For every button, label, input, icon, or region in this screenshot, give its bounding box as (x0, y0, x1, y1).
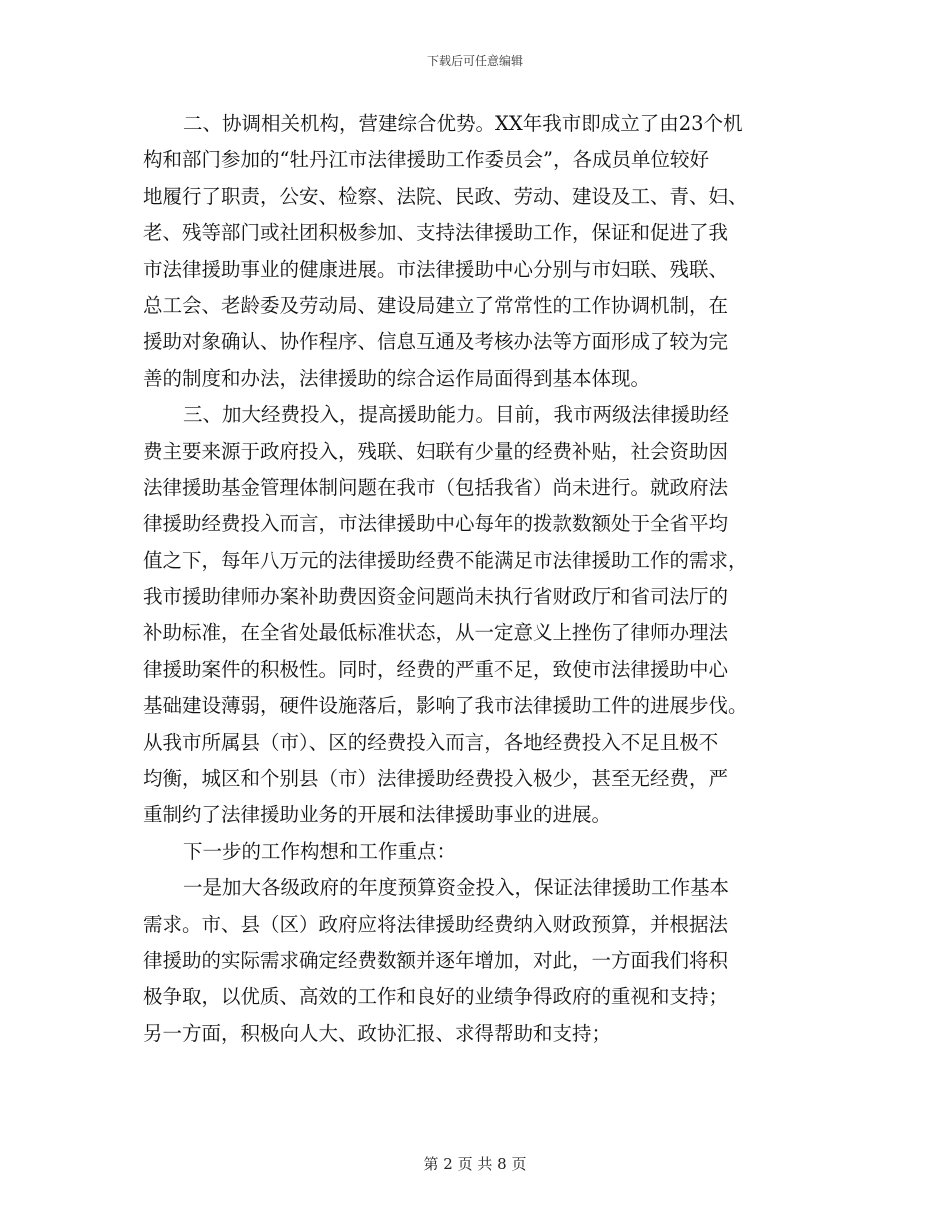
paragraph-line: 总工会、老龄委及劳动局、建设局建立了常常性的工作协调机制，在 (143, 293, 729, 317)
paragraph-line: 善的制度和办法，法律援助的综合运作局面得到基本体现。 (143, 366, 651, 390)
paragraph-line: 三、加大经费投入，提高援助能力。目前，我市两级法律援助经 (183, 403, 730, 427)
paragraph-line: 基础建设薄弱，硬件设施落后，影响了我市法律援助工件的进展步伐。 (143, 694, 748, 718)
page-header: 下载后可任意编辑 (426, 54, 523, 68)
paragraph-line: 一是加大各级政府的年度预算资金投入，保证法律援助工作基本 (183, 876, 730, 900)
paragraph-line: 律援助经费投入而言，市法律援助中心每年的拨款数额处于全省平均 (143, 512, 729, 536)
paragraph-line: 律援助案件的积极性。同时，经费的严重不足，致使市法律援助中心 (143, 657, 729, 681)
paragraph-line: 重制约了法律援助业务的开展和法律援助事业的进展。 (143, 803, 612, 827)
paragraph-line: 另一方面，积极向人大、政协汇报、求得帮助和支持； (143, 1021, 612, 1045)
paragraph-line: 构和部门参加的“牡丹江市法律援助工作委员会”，各成员单位较好 (143, 148, 709, 172)
paragraph-line: 下一步的工作构想和工作重点： (183, 839, 457, 863)
paragraph-line: 律援助的实际需求确定经费数额并逐年增加，对此，一方面我们将积 (143, 948, 729, 972)
paragraph-line: 市法律援助事业的健康进展。市法律援助中心分别与市妇联、残联、 (143, 257, 729, 281)
paragraph-line: 极争取，以优质、高效的工作和良好的业绩争得政府的重视和支持； (143, 985, 729, 1009)
paragraph-line: 费主要来源于政府投入，残联、妇联有少量的经费补贴，社会资助因 (143, 439, 729, 463)
paragraph-line: 值之下，每年八万元的法律援助经费不能满足市法律援助工作的需求， (143, 548, 748, 572)
paragraph-line: 老、残等部门或社团积极参加、支持法律援助工作，保证和促进了我 (143, 221, 729, 245)
paragraph-line: 地履行了职责，公安、检察、法院、民政、劳动、建设及工、青、妇、 (143, 184, 748, 208)
page-footer: 第 2 页 共 8 页 (423, 1155, 527, 1173)
body-text (143, 106, 811, 1052)
paragraph-line: 法律援助基金管理体制问题在我市（包括我省）尚未进行。就政府法 (143, 475, 729, 499)
paragraph-line: 需求。市、县（区）政府应将法律援助经费纳入财政预算，并根据法 (143, 912, 729, 936)
paragraph-line: 援助对象确认、协作程序、信息互通及考核办法等方面形成了较为完 (143, 330, 729, 354)
paragraph-line: 均衡，城区和个别县（市）法律援助经费投入极少，甚至无经费，严 (143, 767, 729, 791)
paragraph-line: 从我市所属县（市）、区的经费投入而言，各地经费投入不足且极不 (143, 730, 719, 754)
paragraph-line: 补助标准，在全省处最低标准状态，从一定意义上挫伤了律师办理法 (143, 621, 729, 645)
paragraph-line: 二、协调相关机构，营建综合优势。XX年我市即成立了由23个机 (183, 112, 743, 135)
paragraph-line: 我市援助律师办案补助费因资金问题尚未执行省财政厅和省司法厅的 (143, 585, 729, 609)
